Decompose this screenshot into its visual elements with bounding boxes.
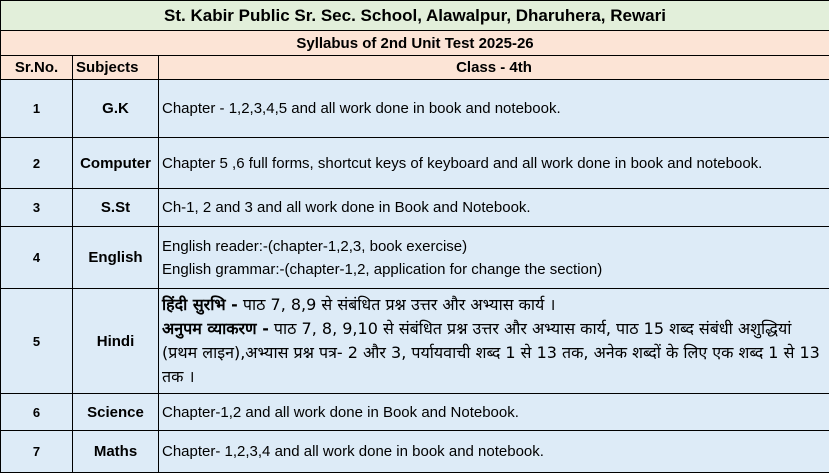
row-sr-no: 6: [1, 394, 73, 431]
header-sr-no: Sr.No.: [1, 56, 73, 80]
anupam-vyakaran-heading: अनुपम व्याकरण -: [162, 319, 269, 338]
title-row: [1, 1, 829, 31]
row-sr-no: 7: [1, 431, 73, 473]
table-row: [1, 80, 829, 138]
anupam-vyakaran-text: पाठ 7, 8, 9,10 से संबंधित प्रश्न उत्तर और अभ्यास कार्य, पाठ 15 शब्द संबंधी अशुद्धियां (प्रथम लाइन),अभ्यास प्रश्न पत्र- 2 और 3, पर्यायवाची शब्द 1 से 13 तक, अनेक शब्दों के लिए एक शब्द 1 से 13 तक ।: [162, 319, 820, 386]
row-description: [159, 138, 829, 189]
school-name: St. Kabir Public Sr. Sec. School, Alawalpur, Dharuhera, Rewari: [1, 1, 829, 31]
description-line: Chapter 5 ,6 full forms, shortcut keys of keyboard and all work done in book and notebook.: [162, 154, 763, 172]
syllabus-title: Syllabus of 2nd Unit Test 2025-26: [1, 31, 829, 56]
anupam-vyakaran-line: [162, 317, 825, 389]
subtitle-row: [1, 31, 829, 56]
row-subject: G.K: [73, 80, 159, 138]
table-row: [1, 394, 829, 431]
description-line: Ch-1, 2 and 3 and all work done in Book and Notebook.: [162, 199, 531, 216]
description-line: English reader:-(chapter-1,2,3, book exercise): [162, 237, 468, 255]
table-row: [1, 227, 829, 289]
row-subject: Hindi: [73, 289, 159, 394]
row-sr-no: 3: [1, 189, 73, 227]
table-row: [1, 189, 829, 227]
row-sr-no: 2: [1, 138, 73, 189]
row-sr-no: 1: [1, 80, 73, 138]
header-row: [1, 56, 829, 80]
row-subject: Science: [73, 394, 159, 431]
description-line: Chapter-1,2 and all work done in Book and Notebook.: [162, 403, 519, 421]
row-sr-no: 5: [1, 289, 73, 394]
table-row: [1, 289, 829, 394]
description-line: Chapter- 1,2,3,4 and all work done in book and notebook.: [162, 443, 544, 460]
hindi-surabhi-heading: हिंदी सुरभि -: [162, 295, 238, 314]
row-description: [159, 80, 829, 138]
table-row: [1, 431, 829, 473]
hindi-surabhi-text: पाठ 7, 8,9 से संबंधित प्रश्न उत्तर और अभ्यास कार्य ।: [237, 295, 556, 314]
row-subject: English: [73, 227, 159, 289]
table-row: [1, 138, 829, 189]
row-subject: Maths: [73, 431, 159, 473]
description-line: English grammar:-(chapter-1,2, application for change the section): [162, 260, 603, 278]
row-description: [159, 431, 829, 473]
row-description: [159, 189, 829, 227]
row-description: [159, 227, 829, 289]
row-subject: S.St: [73, 189, 159, 227]
hindi-surabhi-line: [162, 293, 825, 317]
description-line: Chapter - 1,2,3,4,5 and all work done in book and notebook.: [162, 100, 561, 117]
row-description: [159, 394, 829, 431]
row-subject: Computer: [73, 138, 159, 189]
header-subjects: Subjects: [73, 56, 159, 80]
row-sr-no: 4: [1, 227, 73, 289]
row-description: [159, 289, 829, 394]
header-class: Class - 4th: [159, 56, 829, 80]
